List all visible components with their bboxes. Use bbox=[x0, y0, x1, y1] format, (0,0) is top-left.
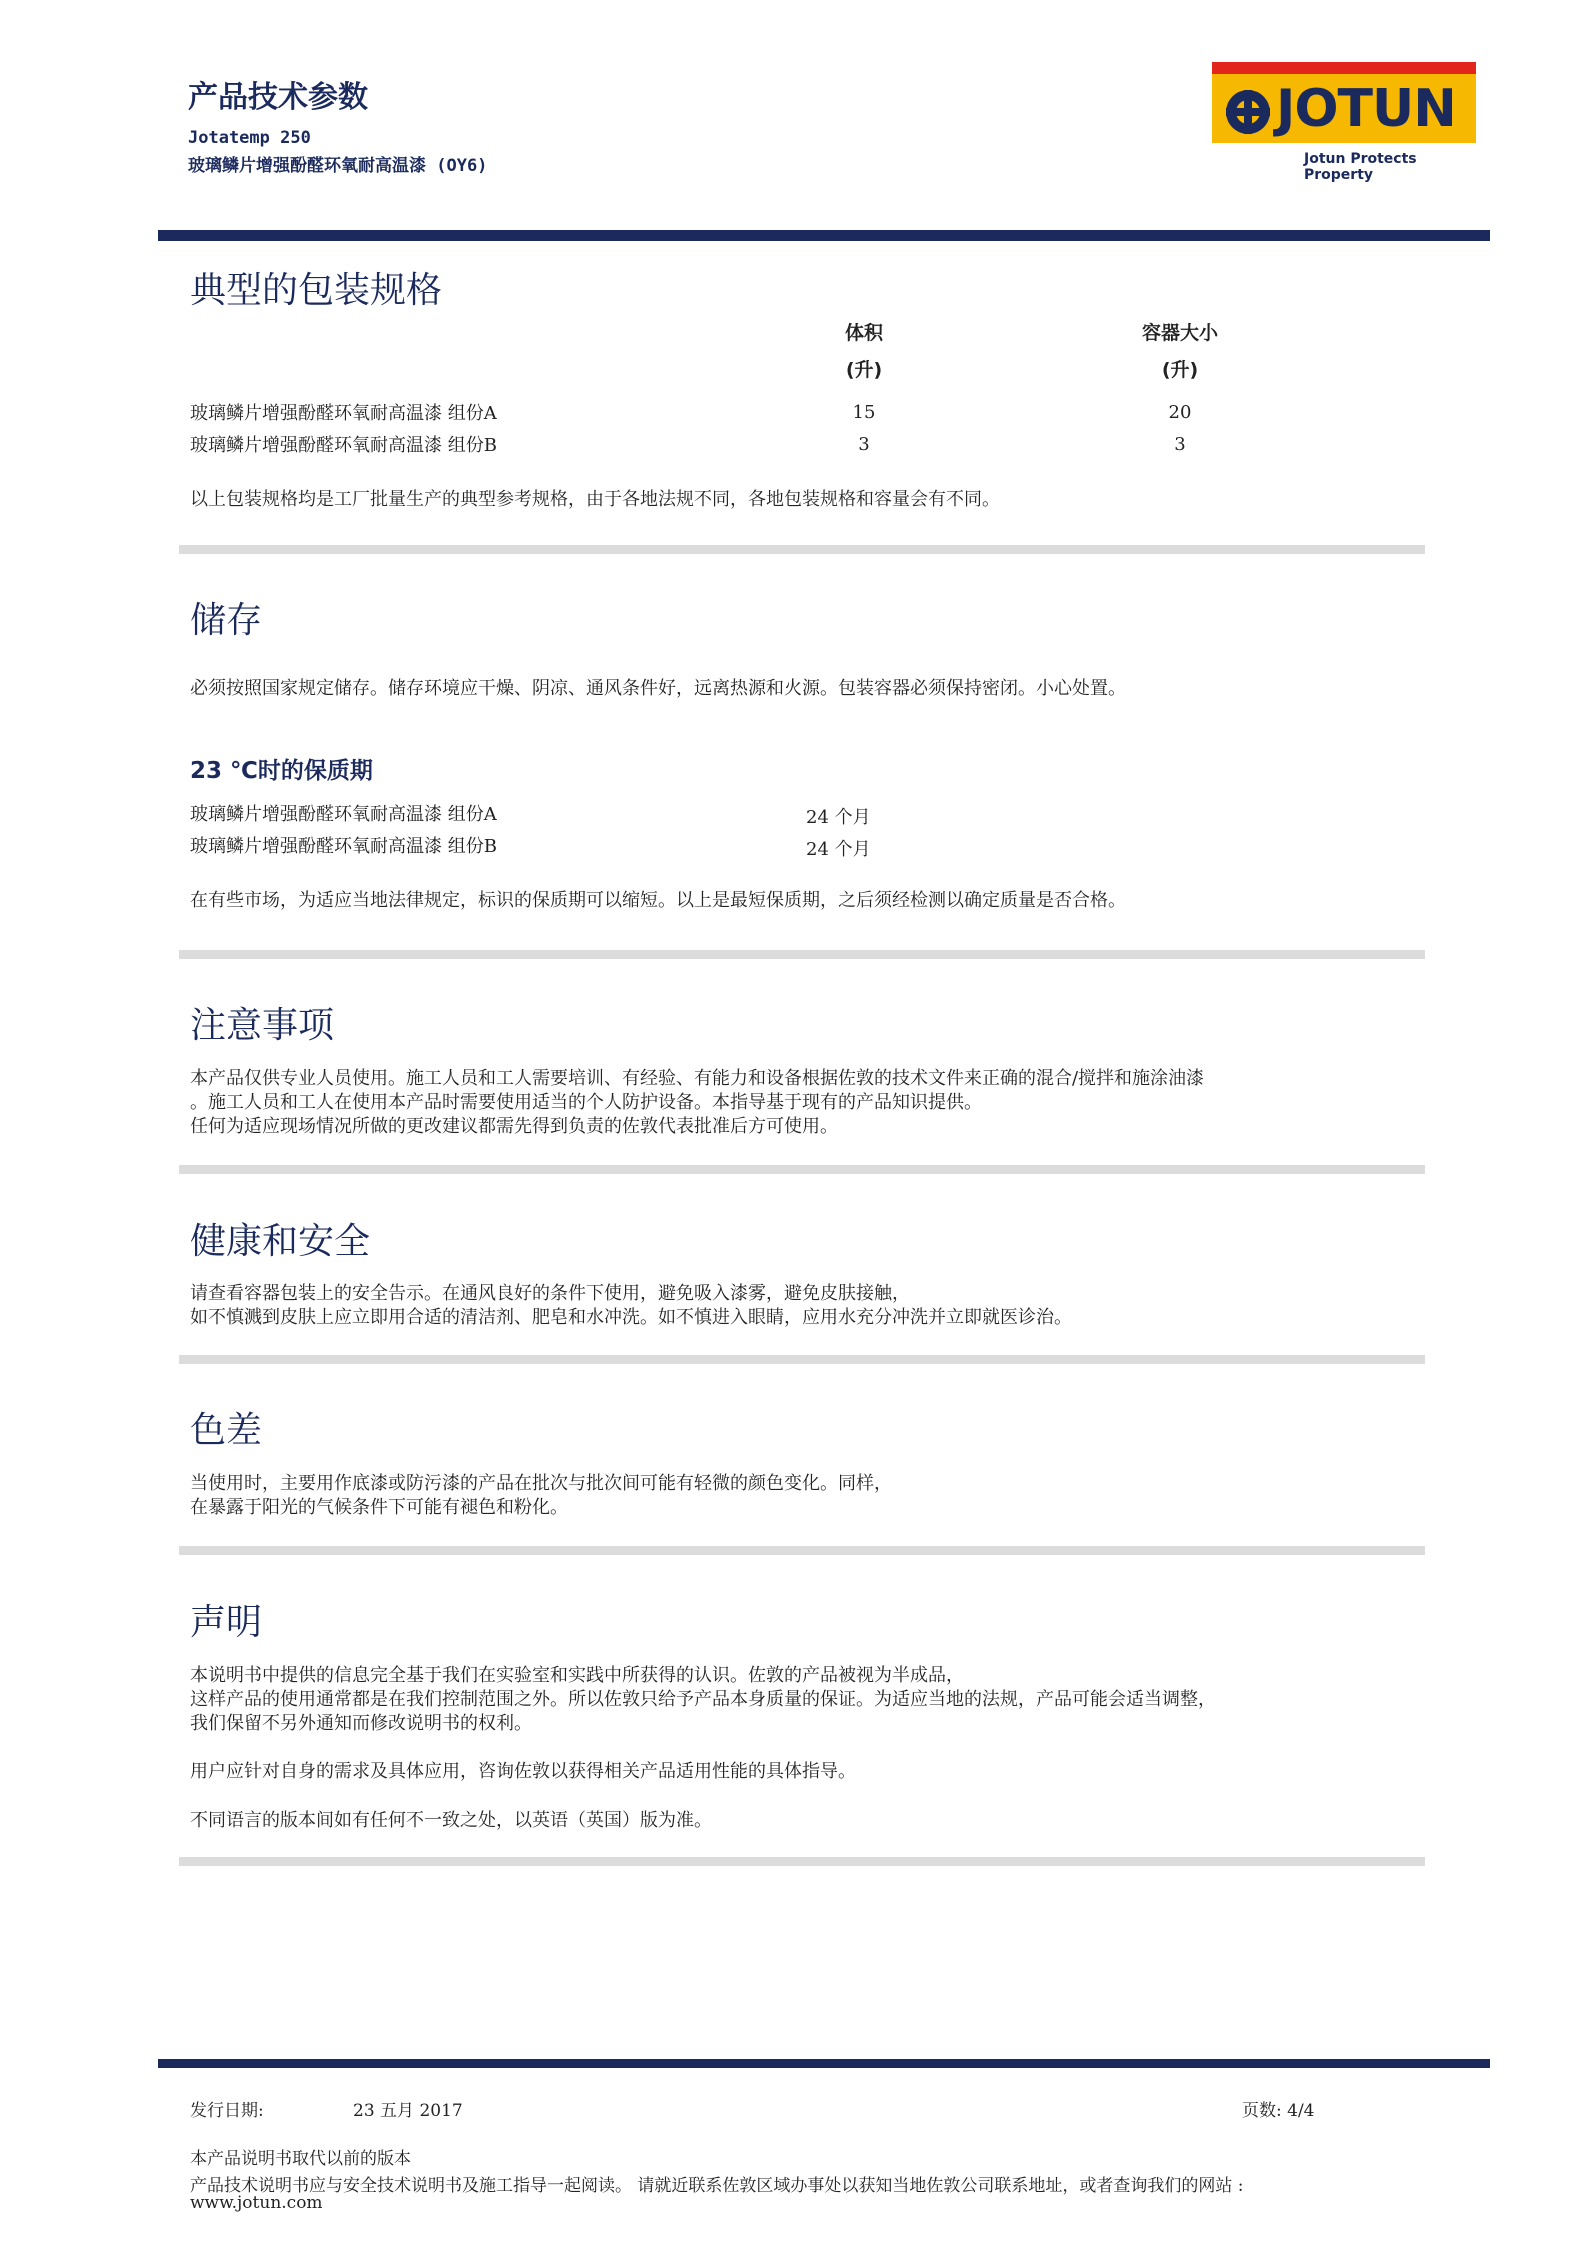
packaging-row-name: 玻璃鳞片增强酚醛环氧耐高温漆 组份B bbox=[190, 435, 497, 456]
volume-column-header: 体积 bbox=[844, 322, 883, 344]
section-divider bbox=[179, 1546, 1425, 1555]
page-number: 页数: 4/4 bbox=[1242, 2101, 1315, 2121]
storage-text: 必须按照国家规定储存。储存环境应干燥、阴凉、通风条件好，远离热源和火源。包装容器必须保持密闭。小心处置。 bbox=[190, 678, 1126, 699]
color-text-line: 在暴露于阳光的气候条件下可能有褪色和粉化。 bbox=[190, 1497, 568, 1518]
section-divider bbox=[179, 545, 1425, 554]
issue-date: 23 五月 2017 bbox=[353, 2101, 463, 2121]
product-description: 玻璃鳞片增强酚醛环氧耐高温漆 (OY6) bbox=[188, 156, 488, 176]
health-text-line: 请查看容器包装上的安全告示。在通风良好的条件下使用，避免吸入漆雾，避免皮肤接触， bbox=[190, 1283, 910, 1304]
packaging-note: 以上包装规格均是工厂批量生产的典型参考规格，由于各地法规不同，各地包装规格和容量会有不同。 bbox=[190, 489, 1000, 510]
packaging-heading: 典型的包装规格 bbox=[190, 270, 443, 311]
reading-instruction: 产品技术说明书应与安全技术说明书及施工指导一起阅读。 请就近联系佐敦区域办事处以获知当地佐敦公司联系地址，或者查询我们的网站 : bbox=[190, 2176, 1244, 2196]
section-divider bbox=[179, 1165, 1425, 1174]
packaging-row-container: 20 bbox=[1168, 402, 1192, 423]
header-band bbox=[158, 230, 1490, 241]
color-text-line: 当使用时，主要用作底漆或防污漆的产品在批次与批次间可能有轻微的颜色变化。同样， bbox=[190, 1473, 892, 1494]
packaging-row-container: 3 bbox=[1174, 434, 1186, 455]
shelf-life-row-value: 24 个月 bbox=[806, 807, 871, 828]
website-link[interactable]: www.jotun.com bbox=[190, 2193, 323, 2213]
packaging-row-name: 玻璃鳞片增强酚醛环氧耐高温漆 组份A bbox=[190, 403, 497, 424]
container-column-unit: (升) bbox=[1161, 359, 1199, 381]
caution-heading: 注意事项 bbox=[190, 1005, 335, 1046]
section-divider bbox=[179, 1355, 1425, 1364]
packaging-row-volume: 3 bbox=[858, 434, 870, 455]
volume-column-unit: (升) bbox=[845, 359, 883, 381]
jotun-logo bbox=[1212, 62, 1480, 183]
supersede-note: 本产品说明书取代以前的版本 bbox=[190, 2149, 411, 2169]
packaging-row-volume: 15 bbox=[852, 402, 876, 423]
color-heading: 色差 bbox=[190, 1410, 263, 1451]
whale-emblem-icon bbox=[1220, 82, 1276, 138]
logo-tagline: Jotun Protects Property bbox=[1304, 151, 1417, 183]
storage-heading: 储存 bbox=[190, 600, 263, 641]
disclaimer-heading: 声明 bbox=[190, 1602, 263, 1643]
section-divider bbox=[179, 950, 1425, 959]
health-heading: 健康和安全 bbox=[190, 1221, 371, 1262]
caution-text-line: 任何为适应现场情况所做的更改建议都需先得到负责的佐敦代表批准后方可使用。 bbox=[190, 1116, 838, 1137]
logo-red-stripe bbox=[1212, 62, 1476, 74]
container-column-header: 容器大小 bbox=[1141, 322, 1218, 344]
disclaimer-paragraph: 不同语言的版本间如有任何不一致之处，以英语（英国）版为准。 bbox=[190, 1810, 712, 1831]
disclaimer-text-line: 这样产品的使用通常都是在我们控制范围之外。所以佐敦只给予产品本身质量的保证。为适应当地的法规，产品可能会适当调整， bbox=[190, 1689, 1216, 1710]
shelf-life-row-value: 24 个月 bbox=[806, 839, 871, 860]
shelf-life-note: 在有些市场，为适应当地法律规定，标识的保质期可以缩短。以上是最短保质期，之后须经检测以确定质量是否合格。 bbox=[190, 890, 1126, 911]
caution-text-line: 本产品仅供专业人员使用。施工人员和工人需要培训、有经验、有能力和设备根据佐敦的技术文件来正确的混合/搅拌和施涂油漆 bbox=[190, 1068, 1205, 1089]
shelf-life-row-name: 玻璃鳞片增强酚醛环氧耐高温漆 组份B bbox=[190, 836, 497, 857]
shelf-life-heading: 23 ℃时的保质期 bbox=[190, 758, 373, 784]
disclaimer-paragraph: 用户应针对自身的需求及具体应用，咨询佐敦以获得相关产品适用性能的具体指导。 bbox=[190, 1761, 856, 1782]
document-title: 产品技术参数 bbox=[188, 80, 368, 115]
issue-date-label: 发行日期: bbox=[190, 2101, 264, 2121]
caution-text-line: 。施工人员和工人在使用本产品时需要使用适当的个人防护设备。本指导基于现有的产品知识提供。 bbox=[190, 1092, 982, 1113]
logo-wordmark: JOTUN bbox=[1276, 79, 1456, 139]
disclaimer-text-line: 我们保留不另外通知而修改说明书的权利。 bbox=[190, 1713, 532, 1734]
health-text-line: 如不慎溅到皮肤上应立即用合适的清洁剂、肥皂和水冲洗。如不慎进入眼睛，应用水充分冲洗并立即就医诊治。 bbox=[190, 1307, 1072, 1328]
product-name: Jotatemp 250 bbox=[188, 128, 311, 148]
disclaimer-text-line: 本说明书中提供的信息完全基于我们在实验室和实践中所获得的认识。佐敦的产品被视为半成品， bbox=[190, 1665, 964, 1686]
section-divider bbox=[179, 1857, 1425, 1866]
footer-band bbox=[158, 2059, 1490, 2068]
shelf-life-row-name: 玻璃鳞片增强酚醛环氧耐高温漆 组份A bbox=[190, 804, 497, 825]
